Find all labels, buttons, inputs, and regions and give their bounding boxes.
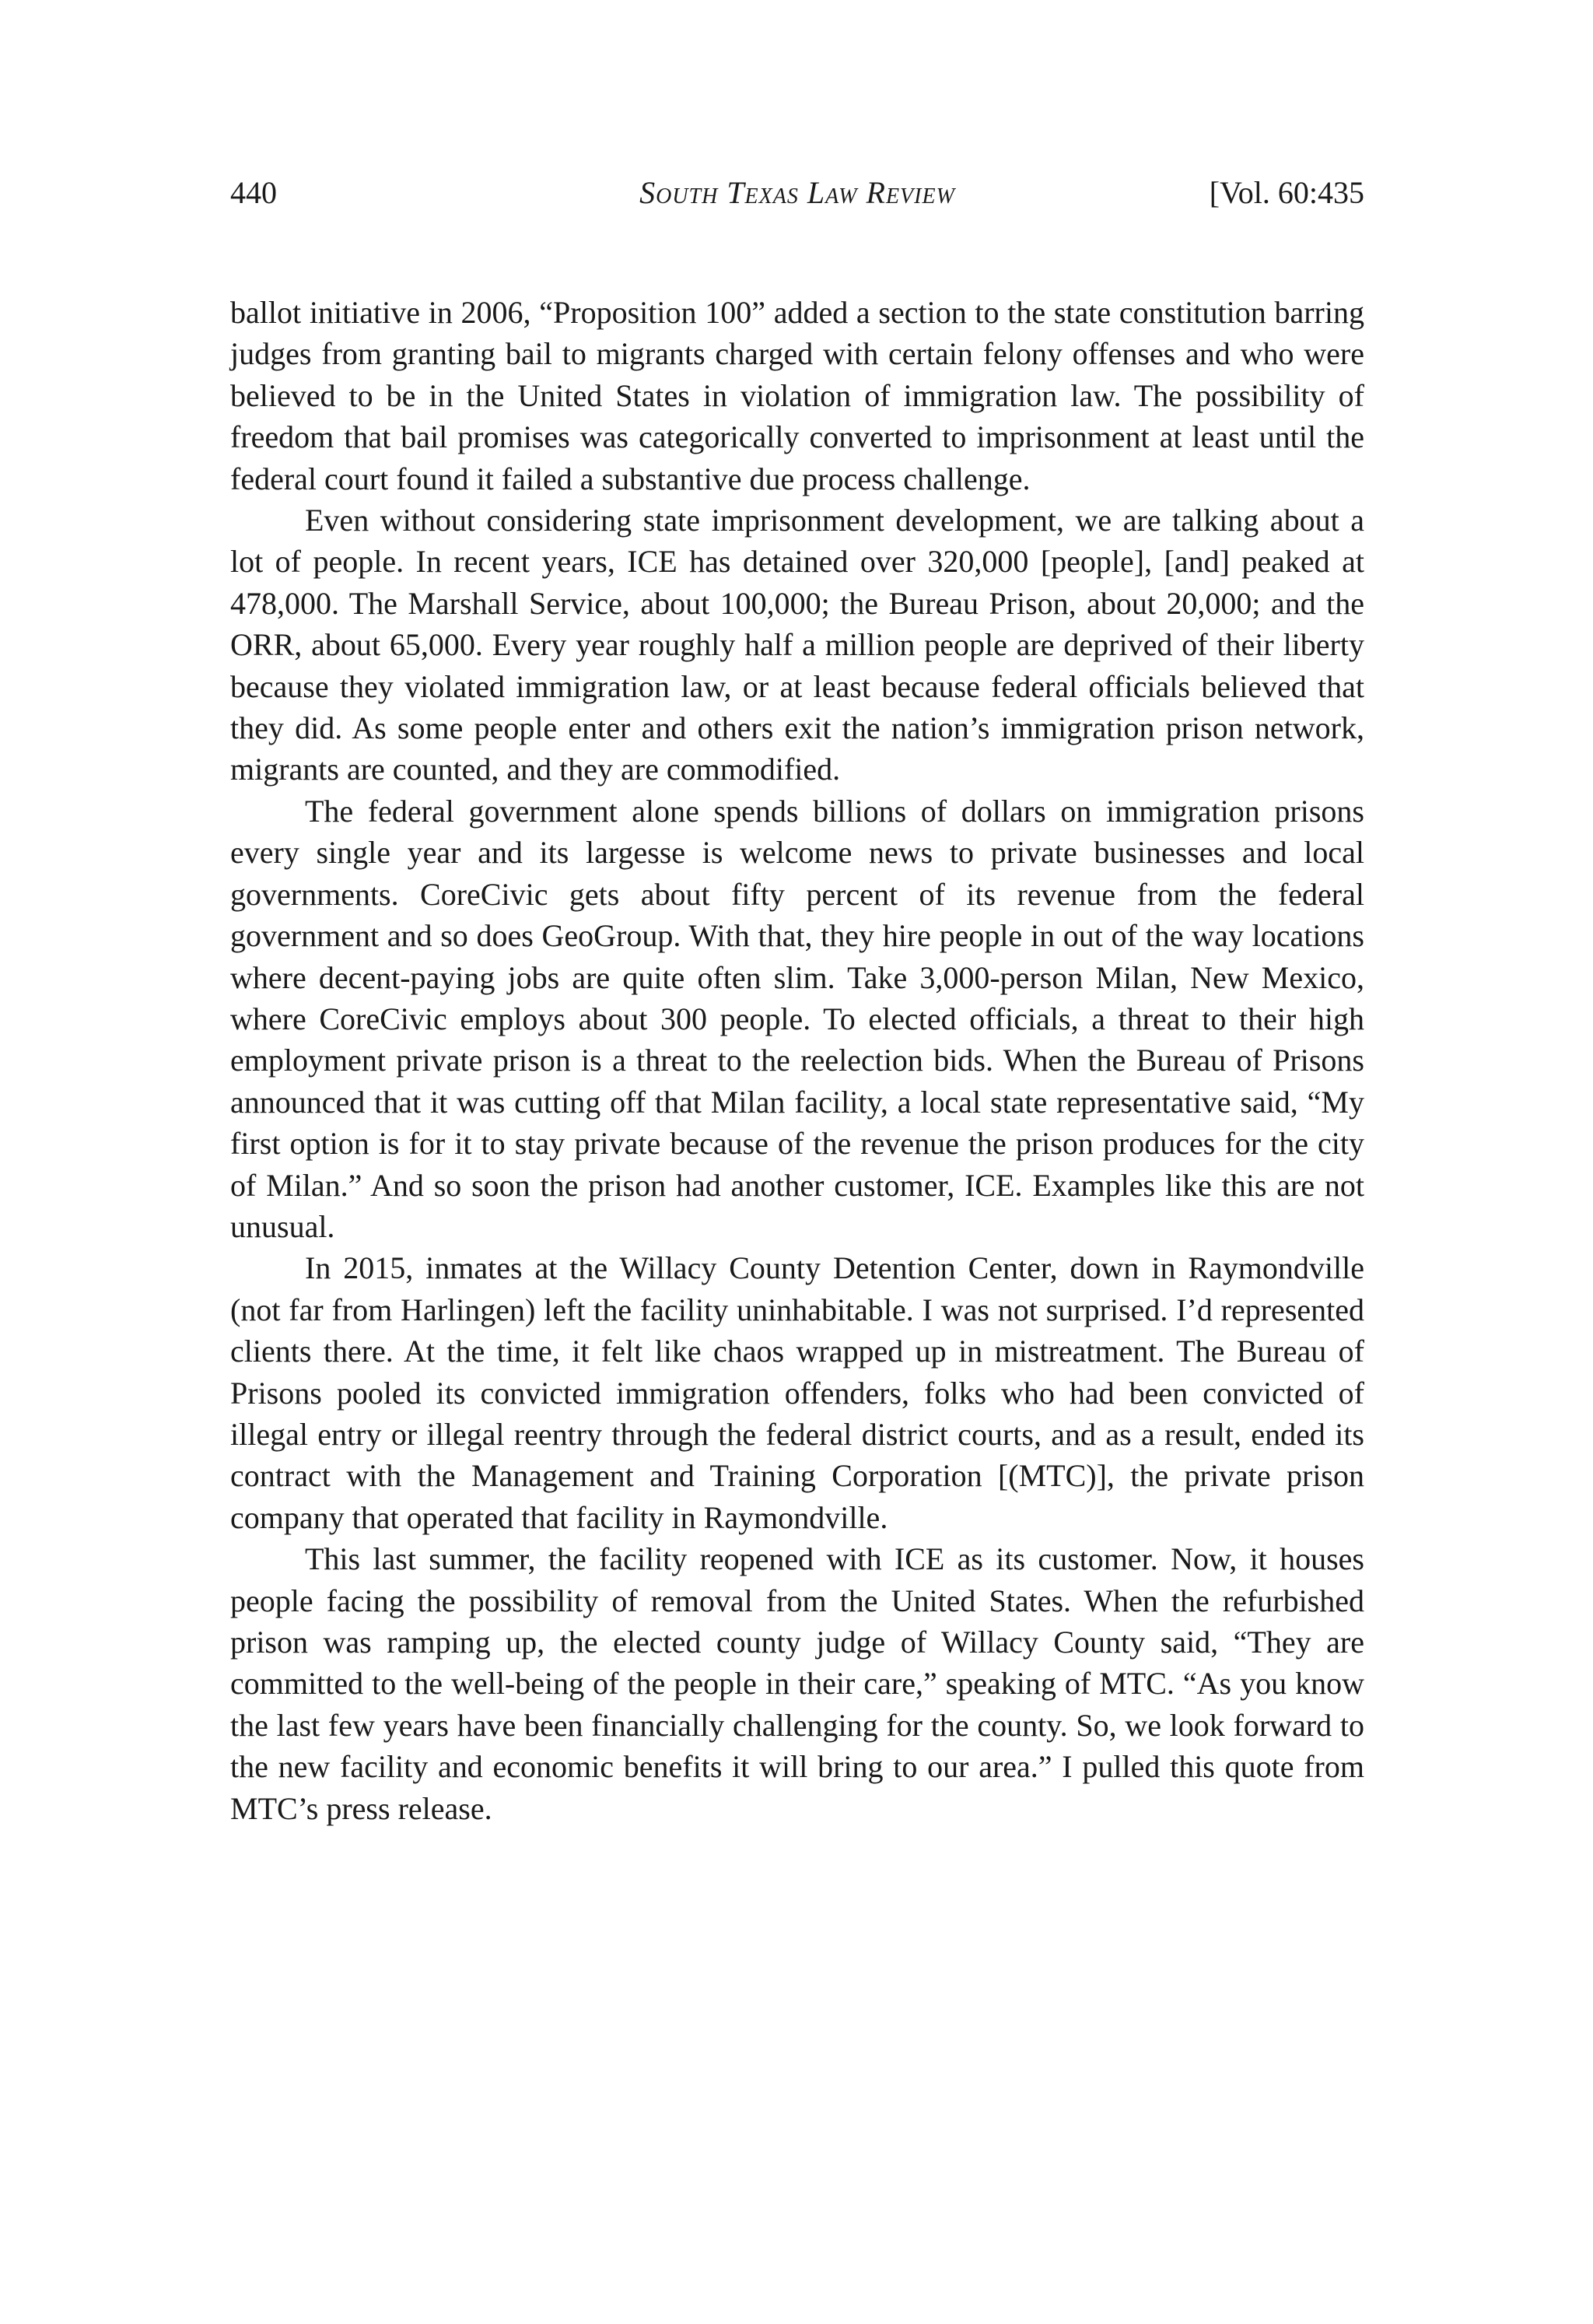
paragraph: In 2015, inmates at the Willacy County Detention Center, down in Raymondville (not far from Harlingen) left the facility uninhabitable. I was not surprised. I’d represented clients there. At the time, it felt like chaos wrapped up in mistreatment. The Bureau of Prisons pooled its convicted immigration offenders, folks who had been convicted of illegal entry or illegal reentry through the federal district courts, and as a result, ended its contract with the Management and Training Corporation [(MTC)], the private prison company that operated that facility in Raymondville.: [230, 1250, 1364, 1535]
paragraph: The federal government alone spends billions of dollars on immigration prisons every single year and its largesse is welcome news to private businesses and local governments. CoreCivic gets about fifty percent of its revenue from the federal government and so does GeoGroup. With that, they hire people in out of the way locations where decent-paying jobs are quite often slim. Take 3,000-person Milan, New Mexico, where CoreCivic employs about 300 people. To elected officials, a threat to their high employment private prison is a threat to the reelection bids. When the Bureau of Prisons announced that it was cutting off that Milan facility, a local state representative said, “My first option is for it to stay private because of the revenue the prison produces for the city of Milan.” And so soon the prison had another customer, ICE. Examples like this are not unusual.: [230, 793, 1364, 1244]
volume-citation: [Vol. 60:435: [1209, 175, 1364, 210]
paragraph-continued: ballot initiative in 2006, “Proposition 100” added a section to the state constitution barring judges from granting bail to migrants charged with certain felony offenses and who were believed to be in the United States in violation of immigration law. The possibility of freedom that bail promises was categorically converted to imprisonment at least until the federal court found it failed a substantive due process challenge.: [230, 295, 1364, 496]
page-number: 440: [230, 175, 277, 210]
body-text: [230, 292, 1364, 1829]
paragraph: Even without considering state imprisonment development, we are talking about a lot of people. In recent years, ICE has detained over 320,000 [people], [and] peaked at 478,000. The Marshall Service, about 100,000; the Bureau Prison, about 20,000; and the ORR, about 65,000. Every year roughly half a million people are deprived of their liberty because they violated immigration law, or at least because federal officials believed that they did. As some people enter and others exit the nation’s immigration prison network, migrants are counted, and they are commodified.: [230, 503, 1364, 787]
paragraph: This last summer, the facility reopened with ICE as its customer. Now, it houses people facing the possibility of removal from the United States. When the refurbished prison was ramping up, the elected county judge of Willacy County said, “They are committed to the well-being of the people in their care,” speaking of MTC. “As you know the last few years have been financially challenging for the county. So, we look forward to the new facility and economic benefits it will bring to our area.” I pulled this quote from MTC’s press release.: [230, 1541, 1364, 1826]
journal-title: South Texas Law Review: [639, 175, 955, 210]
running-header: [230, 170, 1364, 216]
